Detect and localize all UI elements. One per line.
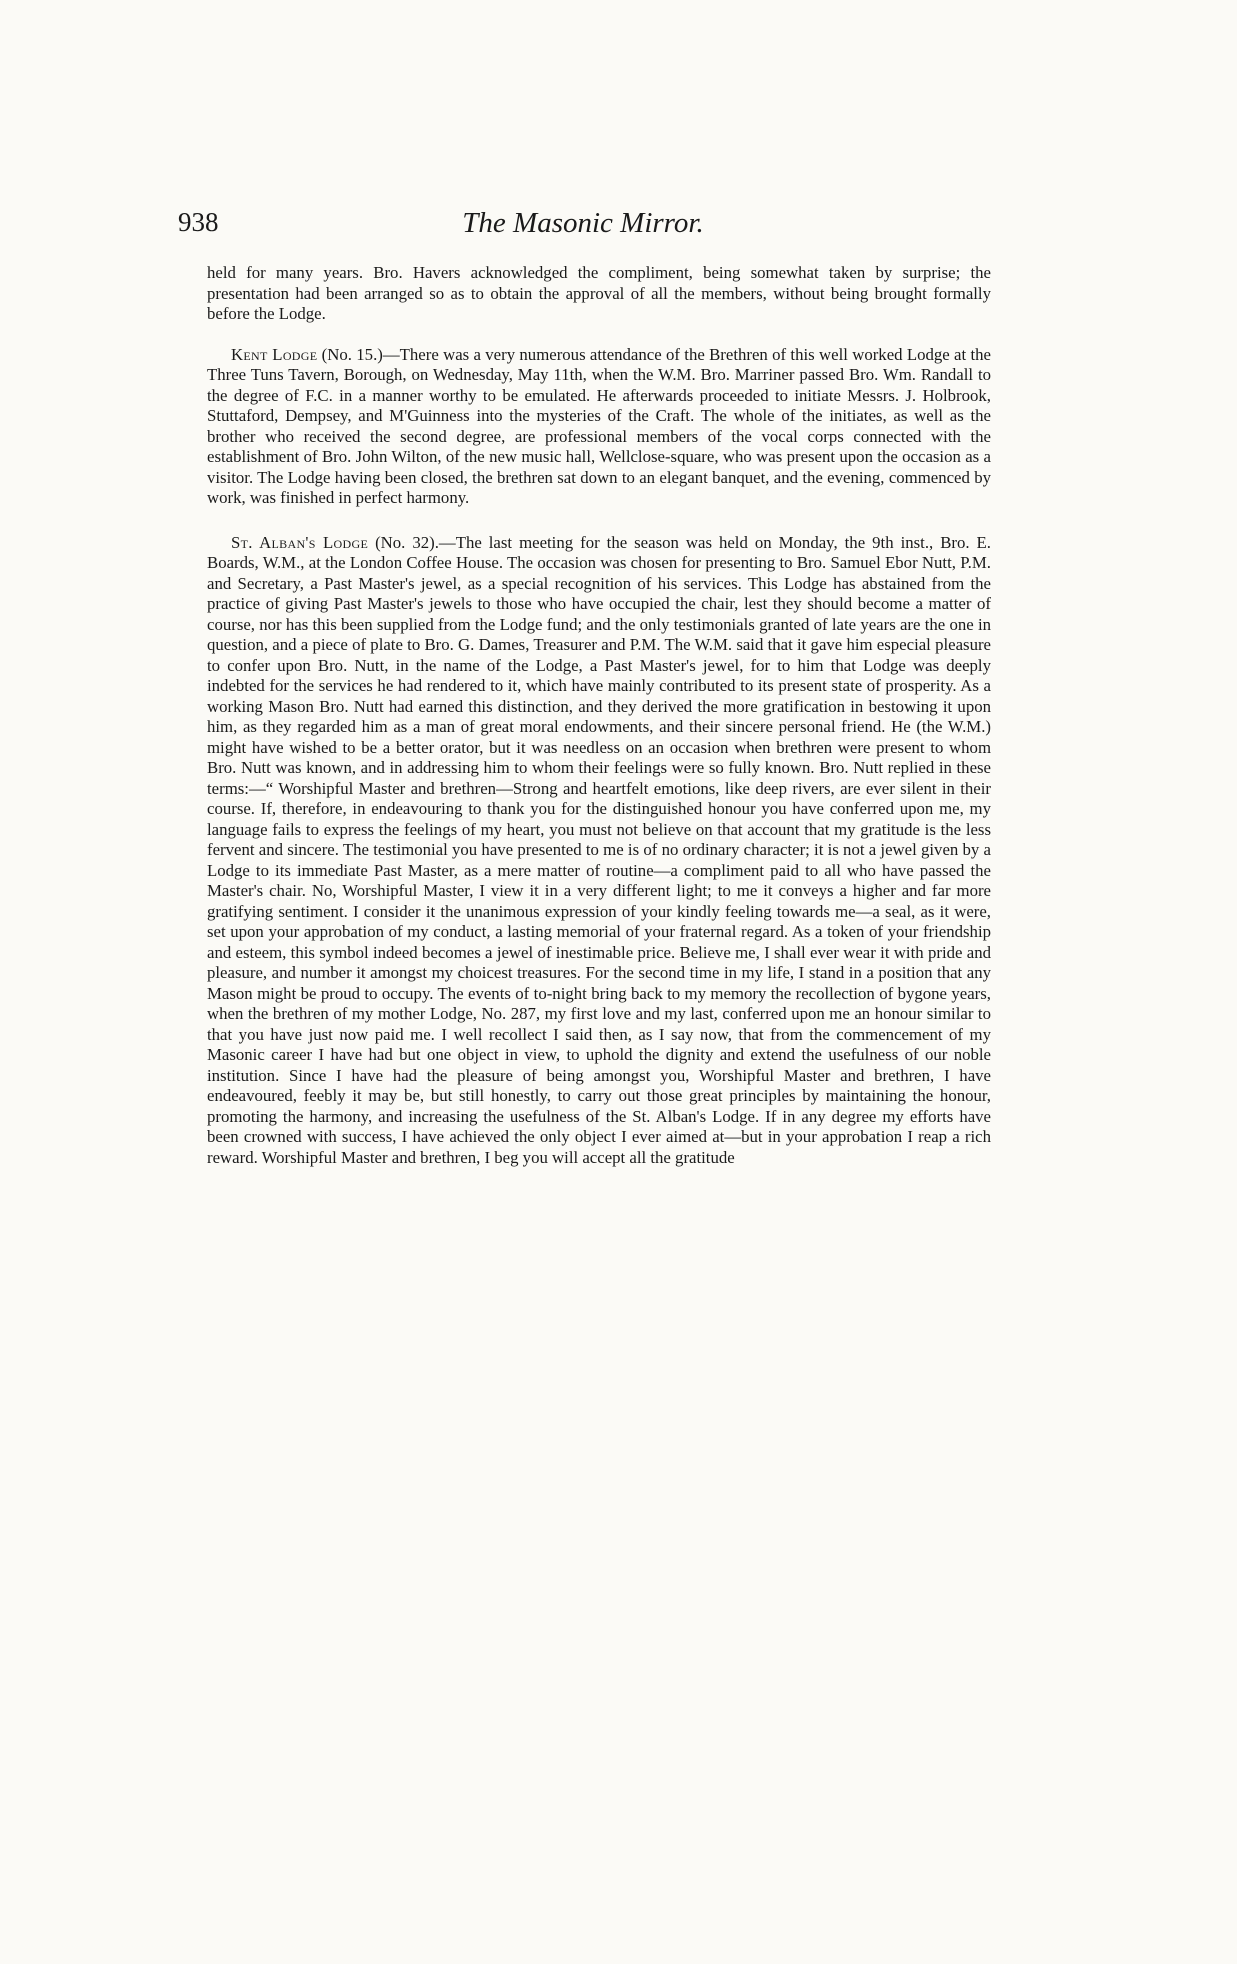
lodge-heading-kent: Kent Lodge (231, 344, 318, 364)
paragraph-st-albans-lodge (207, 533, 991, 1169)
paragraph-continuation (207, 263, 991, 325)
paragraph-kent-lodge (207, 345, 991, 509)
page-number: 938 (178, 207, 219, 237)
paragraph-text: held for many years. Bro. Havers acknowledged the compliment, being somewhat taken by surprise; the presentation had been arranged so as to obtain the approval of all the members, without being brought formally before the Lodge. (207, 263, 991, 323)
running-head (178, 207, 988, 247)
paragraph-text: (No. 15.)—There was a very numerous attendance of the Brethren of this well worked Lodge at the Three Tuns Tavern, Borough, on Wednesday, May 11th, when the W.M. Bro. Marriner passed Bro. Wm. Randall to the degree of F.C. in a manner worthy to be emulated. He afterwards proceeded to initiate Messrs. J. Holbrook, Stuttaford, Dempsey, and M'Guinness into the mysteries of the Craft. The whole of the initiates, as well as the brother who received the second degree, are professional members of the vocal corps connected with the establishment of Bro. John Wilton, of the new music hall, Wellclose-square, who was present upon the occasion as a visitor. The Lodge having been closed, the brethren sat down to an elegant banquet, and the evening, commenced by work, was finished in perfect harmony. (207, 344, 991, 507)
paragraph-text: (No. 32).—The last meeting for the season was held on Monday, the 9th inst., Bro. E. Boards, W.M., at the London Coffee House. The occasion was chosen for presenting to Bro. Samuel Ebor Nutt, P.M. and Secretary, a Past Master's jewel, as a special recognition of his services. This Lodge has abstained from the practice of giving Past Master's jewels to those who have occupied the chair, lest they should become a matter of course, nor has this been supplied from the Lodge fund; and the only testimonials granted of late years are the one in question, and a piece of plate to Bro. G. Dames, Treasurer and P.M. The W.M. said that it gave him especial pleasure to confer upon Bro. Nutt, in the name of the Lodge, a Past Master's jewel, for to him that Lodge was deeply indebted for the services he had rendered to it, which have mainly contributed to its present state of prosperity. As a working Mason Bro. Nutt had earned this distinction, and they derived the more gratification in bestowing it upon him, as they regarded him as a man of great moral endowments, and their sincere personal friend. He (the W.M.) might have wished to be a better orator, but it was needless on an occasion when brethren were present to whom Bro. Nutt was known, and in addressing him to whom their feelings were so fully known. Bro. Nutt replied in these terms:—“ Worshipful Master and brethren—Strong and heartfelt emotions, like deep rivers, are ever silent in their course. If, therefore, in endeavouring to thank you for the distinguished honour you have conferred upon me, my language fails to express the feelings of my heart, you must not believe on that account that my gratitude is the less fervent and sincere. The testimonial you have presented to me is of no ordinary character; it is not a jewel given by a Lodge to its immediate Past Master, as a mere matter of routine—a compliment paid to all who have passed the Master's chair. No, Worshipful Master, I view it in a very different light; to me it conveys a higher and far more gratifying sentiment. I consider it the unanimous expression of your kindly feeling towards me—a seal, as it were, set upon your approbation of my conduct, a lasting memorial of your fraternal regard. As a token of your friendship and esteem, this symbol indeed becomes a jewel of inestimable price. Believe me, I shall ever wear it with pride and pleasure, and number it amongst my choicest treasures. For the second time in my life, I stand in a position that any Mason might be proud to occupy. The events of to-night bring back to my memory the recollection of bygone years, when the brethren of my mother Lodge, No. 287, my first love and my last, conferred upon me an honour similar to that you have just now paid me. I well recollect I said then, as I say now, that from the commencement of my Masonic career I have had but one object in view, to uphold the dignity and extend the usefulness of our noble institution. Since I have had the pleasure of being amongst you, Worshipful Master and brethren, I have endeavoured, feebly it may be, but still honestly, to carry out those great principles by maintaining the honour, promoting the harmony, and increasing the usefulness of the St. Alban's Lodge. If in any degree my efforts have been crowned with success, I have achieved the only object I ever aimed at—but in your approbation I reap a rich reward. Worshipful Master and brethren, I beg you will accept all the gratitude (207, 532, 991, 1167)
article-body (207, 263, 991, 1168)
lodge-heading-st-albans: St. Alban's Lodge (231, 532, 369, 552)
journal-title: The Masonic Mirror. (462, 207, 704, 239)
